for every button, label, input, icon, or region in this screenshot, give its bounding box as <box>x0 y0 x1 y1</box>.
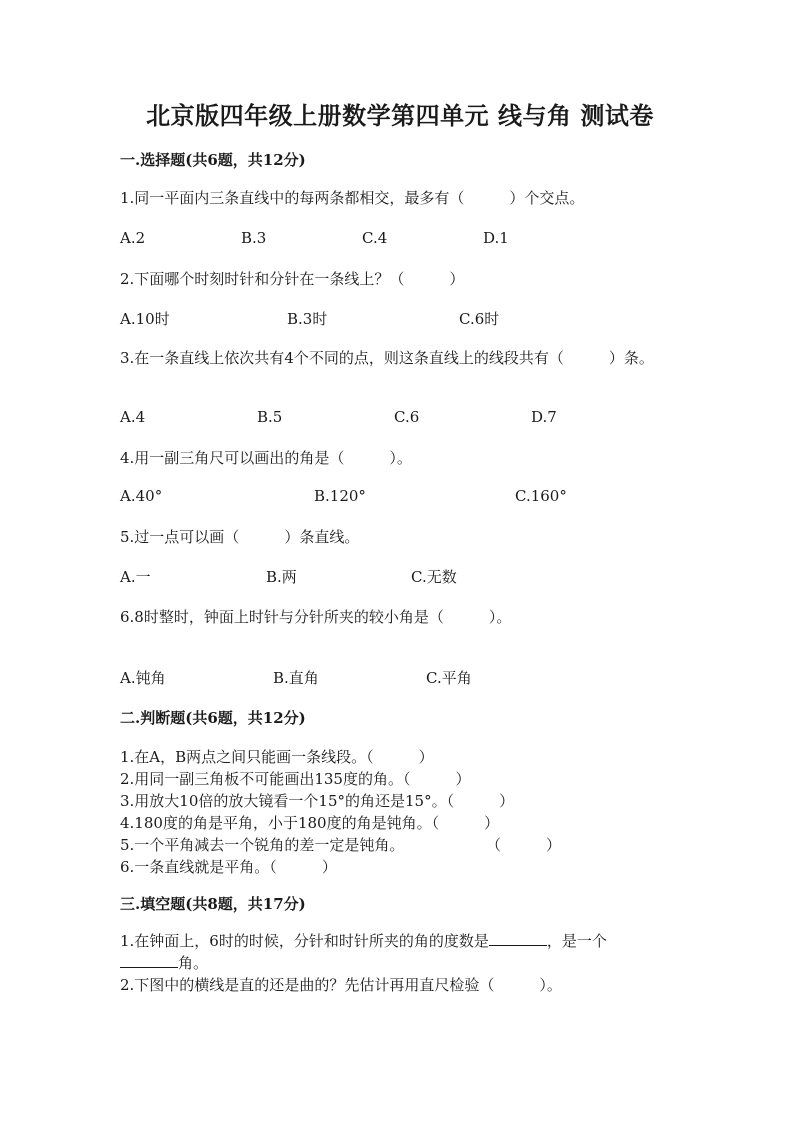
option-3d: D.7 <box>531 408 557 426</box>
judge-item-3: 3.用放大10倍的放大镜看一个15°的角还是15°。（ ） <box>120 792 515 810</box>
option-1d: D.1 <box>483 229 509 247</box>
answer-blank-1[interactable] <box>489 931 547 946</box>
section-heading-choice: 一.选择题(共6题，共12分) <box>120 151 306 169</box>
question-3: 3.在一条直线上依次共有4个不同的点，则这条直线上的线段共有（ ）条。 <box>120 349 654 367</box>
judge-item-4: 4.180度的角是平角，小于180度的角是钝角。（ ） <box>120 814 500 832</box>
option-1a: A.2 <box>120 229 146 247</box>
fill-question-1-line2 <box>120 952 208 975</box>
option-1c: C.4 <box>362 229 388 247</box>
option-5b: B.两 <box>266 568 297 586</box>
option-5c: C.无数 <box>411 568 457 586</box>
question-2: 2.下面哪个时刻时针和分针在一条线上？（ ） <box>120 270 465 288</box>
answer-blank-2[interactable] <box>120 953 178 968</box>
page-title: 北京版四年级上册数学第四单元 线与角 测试卷 <box>146 101 654 130</box>
option-5a: A.一 <box>120 568 151 586</box>
option-2c: C.6时 <box>459 310 500 328</box>
option-2b: B.3时 <box>287 310 328 328</box>
option-1b: B.3 <box>241 229 267 247</box>
option-2a: A.10时 <box>120 310 170 328</box>
question-6: 6.8时整时，钟面上时针与分针所夹的较小角是（ ）。 <box>120 608 512 626</box>
fill-question-1-line1 <box>120 930 607 953</box>
option-4a: A.40° <box>120 487 163 505</box>
fill-q1-text-c: 角。 <box>178 954 209 972</box>
question-4: 4.用一副三角尺可以画出的角是（ ）。 <box>120 449 412 467</box>
option-6a: A.钝角 <box>120 669 166 687</box>
fill-q1-text-b: ，是一个 <box>546 932 607 950</box>
option-3b: B.5 <box>257 408 283 426</box>
fill-q1-text-a: 1.在钟面上，6时的时候，分针和时针所夹的角的度数是 <box>120 932 489 950</box>
section-heading-judge: 二.判断题(共6题，共12分) <box>120 709 306 727</box>
judge-item-6: 6.一条直线就是平角。（ ） <box>120 858 337 876</box>
question-1: 1.同一平面内三条直线中的每两条都相交，最多有（ ）个交点。 <box>120 189 585 207</box>
option-3a: A.4 <box>120 408 146 426</box>
option-6b: B.直角 <box>273 669 319 687</box>
judge-item-1: 1.在A，B两点之间只能画一条线段。（ ） <box>120 748 434 766</box>
judge-item-5: 5.一个平角减去一个锐角的差一定是钝角。 <box>120 836 405 854</box>
option-3c: C.6 <box>394 408 420 426</box>
fill-question-2: 2.下图中的横线是直的还是曲的？先估计再用直尺检验（ ）。 <box>120 976 562 994</box>
judge-item-2: 2.用同一副三角板不可能画出135度的角。（ ） <box>120 770 471 788</box>
option-6c: C.平角 <box>426 669 472 687</box>
judge-item-5-bracket: （ ） <box>486 836 562 854</box>
option-4b: B.120° <box>314 487 366 505</box>
option-4c: C.160° <box>515 487 567 505</box>
question-5: 5.过一点可以画（ ）条直线。 <box>120 528 360 546</box>
section-heading-fill: 三.填空题(共8题，共17分) <box>120 895 306 913</box>
